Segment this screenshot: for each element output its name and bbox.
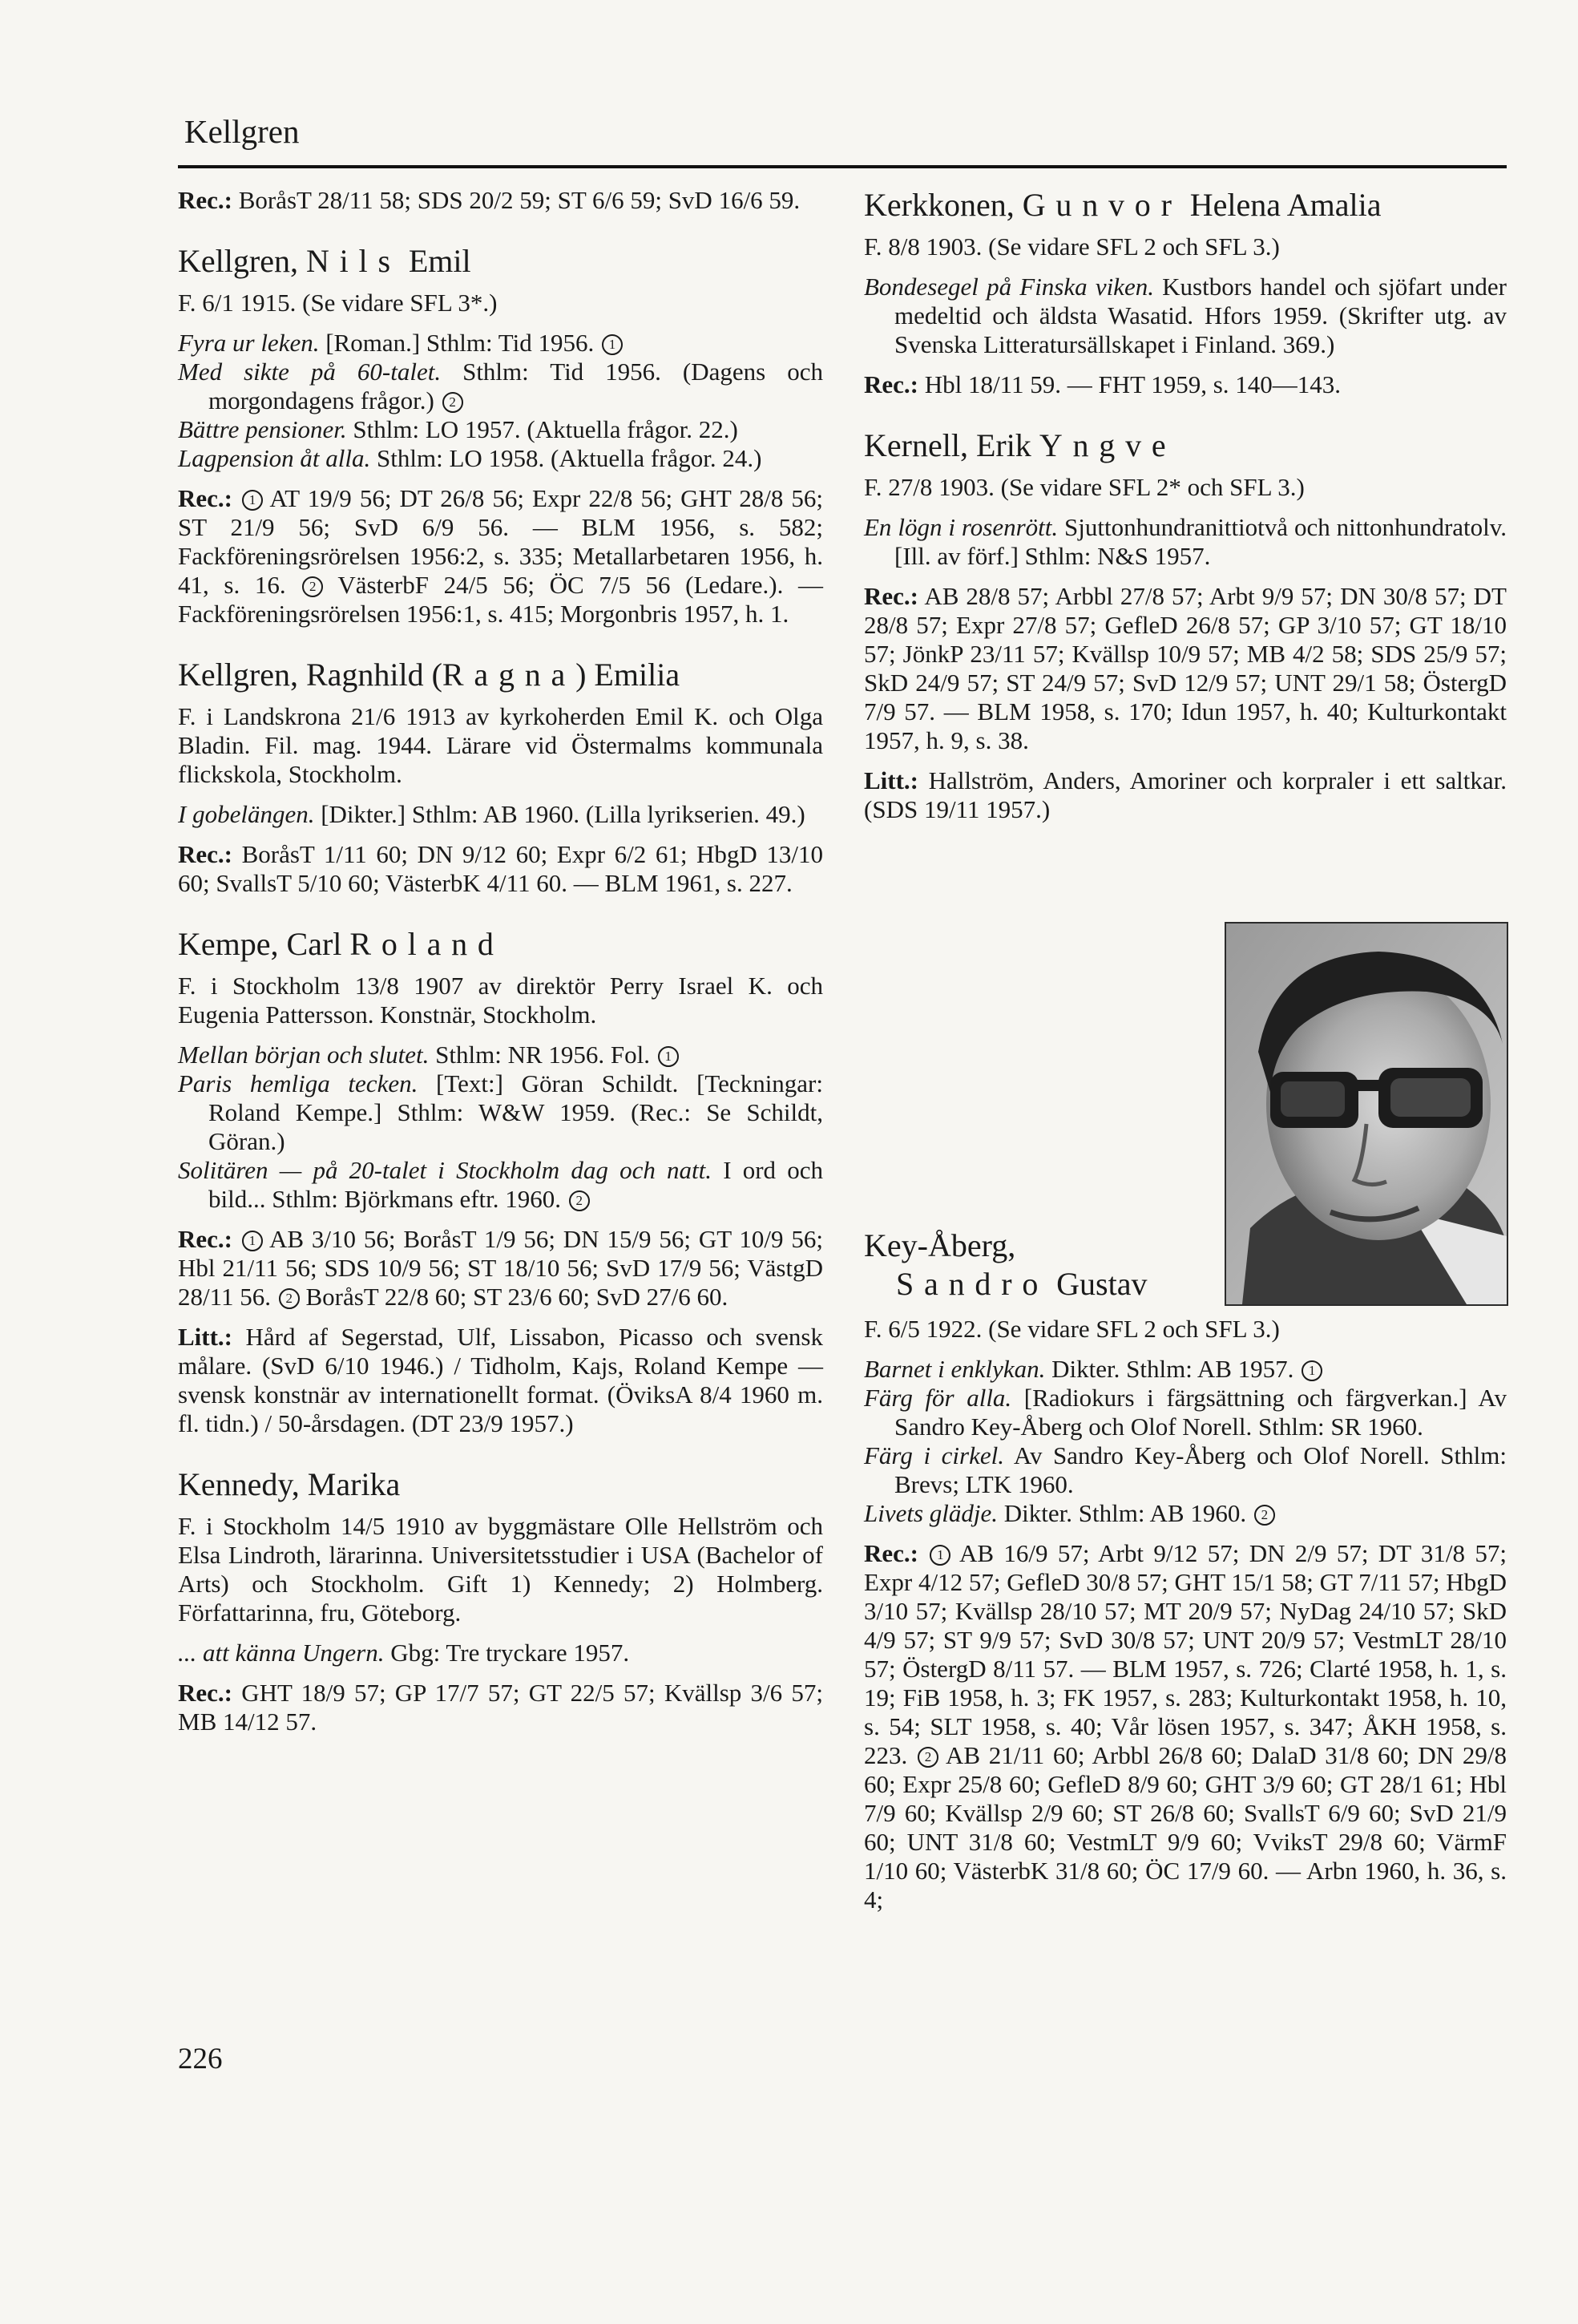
bio: F. i Landskrona 21/6 1913 av kyrkoherden Emil K. och Olga Bladin. Fil. mag. 1944. Lärare vid Östermalms kommunala flickskola, Stockholm. <box>178 702 823 788</box>
edition-mark-icon: 2 <box>569 1190 590 1211</box>
right-column <box>864 186 1507 851</box>
work-item: Fyra ur leken. [Roman.] Sthlm: Tid 1956. 1 <box>178 329 823 358</box>
portrait-image <box>1226 924 1507 1304</box>
header-rule <box>178 165 1507 168</box>
edition-mark-icon: 1 <box>658 1046 679 1067</box>
entry-kellgren-nils <box>178 242 823 628</box>
edition-mark-icon: 2 <box>302 576 323 597</box>
entry-heading: Kerkkonen, Gunvor Helena Amalia <box>864 187 1382 223</box>
work-item: En lögn i rosenrött. Sjuttonhundranittiotvå och nittonhundratolv. [Ill. av förf.] Sthlm: N&S 1957. <box>864 513 1507 570</box>
work-item: Bondesegel på Finska viken. Kustbors handel och sjöfart under medeltid och äldsta Wasatid. Hfors 1959. (Skrifter utg. av Svenska Litteratursällskapet i Finland. 369.) <box>864 273 1507 358</box>
rec-paragraph: Rec.: Hbl 18/11 59. — FHT 1959, s. 140—143. <box>864 370 1342 398</box>
entry-heading-line: Key-Åberg, <box>864 1227 1016 1263</box>
edition-mark-icon: 2 <box>1254 1505 1275 1526</box>
running-head: Kellgren <box>184 113 300 150</box>
works-list <box>178 329 823 473</box>
rec-paragraph: Rec.: GHT 18/9 57; GP 17/7 57; GT 22/5 57; Kvällsp 3/6 57; MB 14/12 57. <box>178 1679 823 1736</box>
page-number: 226 <box>178 2043 223 2075</box>
entry-kernell-erik <box>864 426 1507 824</box>
rec-paragraph: Rec.: BoråsT 1/11 60; DN 9/12 60; Expr 6/2 61; HbgD 13/10 60; SvallsT 5/10 60; VästerbK 4/11 60. — BLM 1961, s. 227. <box>178 840 823 897</box>
entry-heading: Kennedy, Marika <box>178 1466 401 1502</box>
edition-mark-icon: 1 <box>242 490 263 511</box>
edition-mark-icon: 1 <box>242 1231 263 1251</box>
bio: F. i Stockholm 14/5 1910 av byggmästare Olle Hellström och Elsa Lindroth, lärarinna. Universitetsstudier i USA (Bachelor of Arts) och Stockholm. Gift 1) Kennedy; 2) Holmberg. Författarinna, fru, Göteborg. <box>178 1512 823 1627</box>
entry-heading: Kempe, Carl Roland <box>178 926 504 962</box>
entry-kellgren-ragnhild <box>178 656 823 898</box>
entry-kerkkonen-gunvor <box>864 186 1507 399</box>
work-item: Mellan början och slutet. Sthlm: NR 1956. Fol. 1 <box>178 1041 823 1069</box>
works-list <box>864 513 1507 571</box>
work-item: Livets glädje. Dikter. Sthlm: AB 1960. 2 <box>864 1499 1507 1528</box>
entry-kellgren-rec-continued <box>178 186 823 215</box>
works-list <box>178 800 823 829</box>
entry-kennedy-marika <box>178 1465 823 1736</box>
rec-paragraph: Rec.: BoråsT 28/11 58; SDS 20/2 59; ST 6/6 59; SvD 16/6 59. <box>178 186 801 214</box>
works-list <box>178 1041 823 1214</box>
edition-mark-icon: 2 <box>279 1288 300 1309</box>
work-item: I gobelängen. [Dikter.] Sthlm: AB 1960. (Lilla lyrikserien. 49.) <box>178 800 805 828</box>
rec-paragraph: Rec.: AB 28/8 57; Arbbl 27/8 57; Arbt 9/9 57; DN 30/8 57; DT 28/8 57; Expr 27/8 57; GefleD 26/8 57; GP 3/10 57; GT 18/10 57; JönkP 23/11 57; Kvällsp 10/9 57; MB 4/2 58; SDS 25/9 57; SkD 24/9 57; ST 24/9 57; SvD 12/9 57; UNT 29/1 58; ÖstergD 7/9 57. — BLM 1958, s. 170; Idun 1957, h. 40; Kulturkontakt 1957, h. 9, s. 38. <box>864 582 1507 754</box>
bio: F. 6/1 1915. (Se vidare SFL 3*.) <box>178 289 498 317</box>
work-item: Barnet i enklykan. Dikter. Sthlm: AB 1957. 1 <box>864 1355 1507 1384</box>
rec-paragraph: Rec.: 1 AT 19/9 56; DT 26/8 56; Expr 22/8 56; GHT 28/8 56; ST 21/9 56; SvD 6/9 56. — BLM 1956, s. 582; Fackföreningsrörelsen 1956:2, s. 335; Metallarbetaren 1956, h. 41, s. 16. 2 VästerbF 24/5 56; ÖC 7/5 56 (Ledare.). — Fackföreningsrörelsen 1956:1, s. 415; Morgonbris 1957, h. 1. <box>178 484 824 628</box>
work-item: Bättre pensioner. Sthlm: LO 1957. (Aktuella frågor. 22.) <box>178 415 738 443</box>
work-item: Solitären — på 20-talet i Stockholm dag och natt. I ord och bild... Sthlm: Björkmans eftr. 1960. 2 <box>178 1156 823 1213</box>
bio: F. 27/8 1903. (Se vidare SFL 2* och SFL 3.) <box>864 473 1305 501</box>
edition-mark-icon: 1 <box>602 334 623 355</box>
rec-paragraph: Rec.: 1 AB 3/10 56; BoråsT 1/9 56; DN 15/9 56; GT 10/9 56; Hbl 21/11 56; SDS 10/9 56; ST 18/10 56; SvD 17/9 56; VästgD 28/11 56. 2 BoråsT 22/8 60; ST 23/6 60; SvD 27/6 60. <box>178 1225 824 1311</box>
entry-heading: Kellgren, Ragnhild (Ragna) Emilia <box>178 657 680 693</box>
litt-paragraph: Litt.: Hallström, Anders, Amoriner och korpraler i ett saltkar. (SDS 19/11 1957.) <box>864 766 1507 823</box>
bio: F. 6/5 1922. (Se vidare SFL 2 och SFL 3.) <box>864 1315 1280 1343</box>
work-item: Färg i cirkel. Av Sandro Key-Åberg och Olof Norell. Sthlm: Brevs; LTK 1960. <box>864 1441 1507 1498</box>
entry-key-aberg <box>864 1315 1507 1926</box>
entry-heading-line: Sandro Gustav <box>896 1266 1148 1302</box>
left-column <box>178 186 823 1764</box>
litt-paragraph: Litt.: Hård af Segerstad, Ulf, Lissabon, Picasso och svensk målare. (SvD 6/10 1946.) / Tidholm, Kajs, Roland Kempe — svensk konstnär av internationellt format. (ÖviksA 8/4 1960 m. fl. tidn.) / 50-årsdagen. (DT 23/9 1957.) <box>178 1323 823 1437</box>
author-portrait-photo <box>1225 922 1508 1306</box>
edition-mark-icon: 2 <box>918 1747 938 1768</box>
bio: F. 8/8 1903. (Se vidare SFL 2 och SFL 3.) <box>864 232 1280 261</box>
work-item: Paris hemliga tecken. [Text:] Göran Schildt. [Teckningar: Roland Kempe.] Sthlm: W&W 1959. (Rec.: Se Schildt, Göran.) <box>178 1069 823 1155</box>
work-item: Med sikte på 60-talet. Sthlm: Tid 1956. (Dagens och morgondagens frågor.) 2 <box>178 358 823 414</box>
rec-paragraph: Rec.: 1 AB 16/9 57; Arbt 9/12 57; DN 2/9 57; DT 31/8 57; Expr 4/12 57; GefleD 30/8 57; GHT 15/1 58; GT 7/11 57; HbgD 3/10 57; Kvällsp 28/10 57; MT 20/9 57; NyDag 24/10 57; SkD 4/9 57; ST 9/9 57; SvD 30/8 57; UNT 20/9 57; VestmLT 28/10 57; ÖstergD 8/11 57. — BLM 1957, s. 726; Clarté 1958, h. 1, s. 19; FiB 1958, h. 3; FK 1957, s. 283; Kulturkontakt 1958, h. 10, s. 54; SLT 1958, s. 40; Vår lösen 1957, s. 347; ÅKH 1958, s. 223. 2 AB 21/11 60; Arbbl 26/8 60; DalaD 31/8 60; DN 29/8 60; Expr 25/8 60; GefleD 8/9 60; GHT 3/9 60; GT 28/1 61; Hbl 7/9 60; Kvällsp 2/9 60; ST 26/8 60; SvallsT 6/9 60; SvD 21/9 60; UNT 31/8 60; VestmLT 9/9 60; VviksT 29/8 60; VärmF 1/10 60; VästerbK 31/8 60; ÖC 17/9 60. — Arbn 1960, h. 36, s. 4; <box>864 1539 1507 1914</box>
work-item: Lagpension åt alla. Sthlm: LO 1958. (Aktuella frågor. 24.) <box>178 444 762 472</box>
work-item: ... att känna Ungern. Gbg: Tre tryckare 1957. <box>178 1639 630 1667</box>
work-item: Färg för alla. [Radiokurs i färgsättning och färgverkan.] Av Sandro Key-Åberg och Olof Norell. Sthlm: SR 1960. <box>864 1384 1507 1441</box>
works-list <box>178 1639 823 1667</box>
entry-kempe-roland <box>178 925 823 1438</box>
edition-mark-icon: 2 <box>442 392 463 413</box>
works-list <box>864 273 1507 359</box>
bio: F. i Stockholm 13/8 1907 av direktör Perry Israel K. och Eugenia Pattersson. Konstnär, Stockholm. <box>178 972 823 1029</box>
entry-heading-key-aberg <box>864 1227 1209 1303</box>
edition-mark-icon: 1 <box>1302 1360 1322 1381</box>
works-list <box>864 1355 1507 1528</box>
entry-heading: Kernell, Erik Yngve <box>864 427 1176 463</box>
entry-heading: Kellgren, Nils Emil <box>178 243 471 279</box>
edition-mark-icon: 1 <box>930 1545 950 1566</box>
